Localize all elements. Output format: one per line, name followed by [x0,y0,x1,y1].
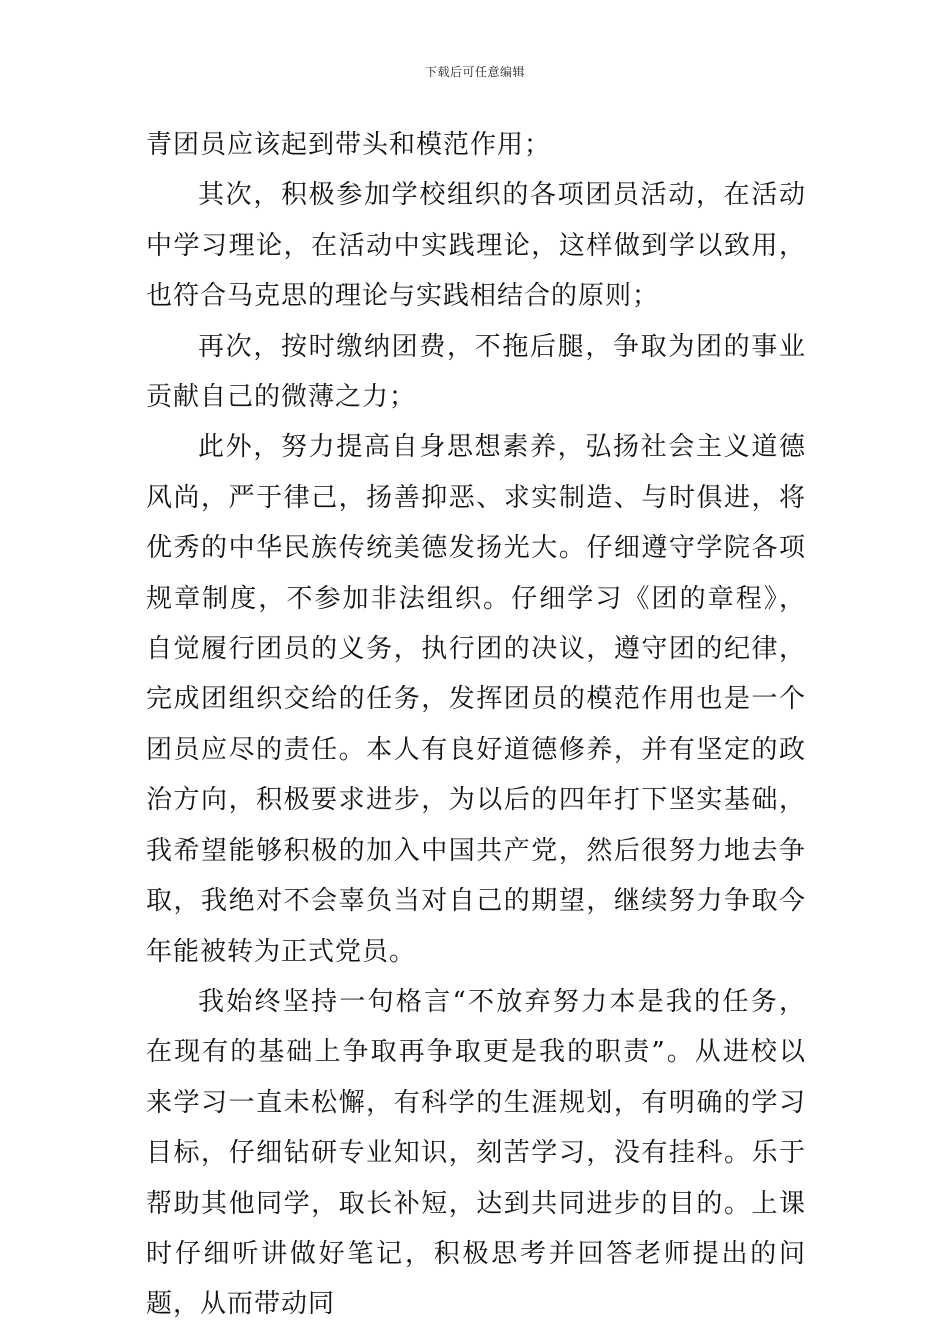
paragraph-motto: 我始终坚持一句格言“不放弃努力本是我的任务，在现有的基础上争取再争取更是我的职责”。从进校以来学习一直未松懈，有科学的生涯规划，有明确的学习目标，仔细钻研专业知识，刻苦学习，没有挂科。乐于帮助其他同学，取长补短，达到共同进步的目的。上课时仔细听讲做好笔记，积极思考并回答老师提出的问题，从而带动同 [146,986,806,1320]
page-header: 下载后可任意编辑 [424,65,525,79]
paragraph-continuation: 青团员应该起到带头和模范作用； [146,130,552,160]
paragraph-secondly: 其次，积极参加学校组织的各项团员活动，在活动中学习理论，在活动中实践理论，这样做到学以致用，也符合马克思的理论与实践相结合的原则； [146,180,806,312]
paragraph-thirdly: 再次，按时缴纳团费，不拖后腿，争取为团的事业贡献自己的微薄之力； [146,331,806,413]
document-body [146,120,806,1330]
paragraph-moreover: 此外，努力提高自身思想素养，弘扬社会主义道德风尚，严于律己，扬善抑恶、求实制造、与时俱进，将优秀的中华民族传统美德发扬光大。仔细遵守学院各项规章制度，不参加非法组织。仔细学习《团的章程》，自觉履行团员的义务，执行团的决议，遵守团的纪律，完成团组织交给的任务，发挥团员的模范作用也是一个团员应尽的责任。本人有良好道德修养，并有坚定的政治方向，积极要求进步，为以后的四年打下坚实基础，我希望能够积极的加入中国共产党，然后很努力地去争取，我绝对不会辜负当对自己的期望，继续努力争取今年能被转为正式党员。 [146,432,806,967]
